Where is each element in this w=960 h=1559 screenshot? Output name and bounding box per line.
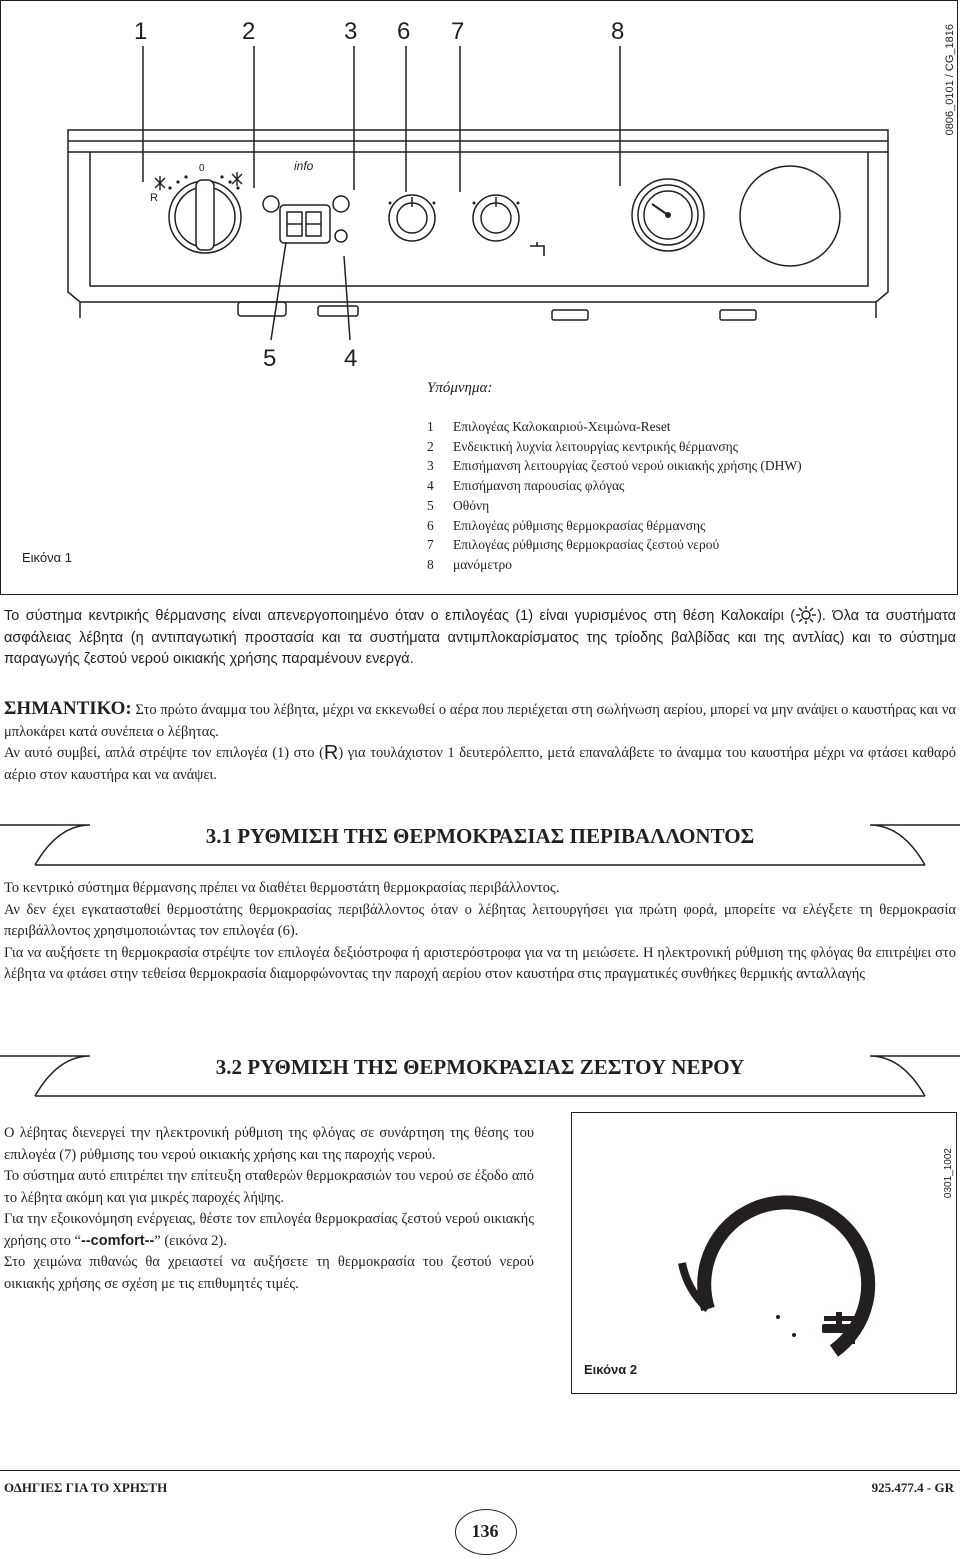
section-3-2-title: 3.2 ΡΥΘΜΙΣΗ ΤΗΣ ΘΕΡΜΟΚΡΑΣΙΑΣ ΖΕΣΤΟΥ ΝΕΡΟΥ: [215, 1055, 745, 1079]
legend-item: 2 Ενδεικτική λυχνία λειτουργίας κεντρικής θέρμανσης: [427, 438, 739, 454]
boiler-control-panel-drawing: [0, 0, 958, 380]
callout-7: 7: [451, 18, 465, 45]
legend-item: 1 Επιλογέας Καλοκαιριού-Χειμώνα-Reset: [427, 419, 671, 434]
panel-label-r: R: [150, 192, 158, 204]
comfort-setting-label: --comfort--: [80, 1232, 155, 1249]
legend-item: 5 Οθόνη: [427, 497, 490, 513]
callout-6: 6: [397, 18, 411, 45]
summer-mode-paragraph: Το σύστημα κεντρικής θέρμανσης είναι απενεργοποιημένο όταν ο επιλογέας (1) είναι γυρισμένος στη θέση Καλοκαίρι ( ). Όλα τα συστήματα ασφάλειας λέβητα (η αντιπαγωτική προστασία και τα συστήματα αντιμπλοκαρίσματος της τρίοδης βαλβίδας και της αντλίας) και το σύστημα παραγωγής ζεστού νερού οικιακής χρήσης παραμένουν ενεργά.: [4, 608, 956, 667]
footer-doc-code: 925.477.4 - GR: [871, 1480, 954, 1495]
figure-1-label: Εικόνα 1: [22, 550, 72, 565]
legend-list: [427, 417, 927, 575]
callout-2: 2: [242, 18, 256, 45]
figure-2-label: Εικόνα 2: [584, 1362, 638, 1377]
section-3-2-body: Ο λέβητας διενεργεί την ηλεκτρονική ρύθμιση της φλόγας σε συνάρτηση της θέσης του επιλογέα (7) ρύθμισης του νερού οικιακής χρήσης και της παροχής νερού. Το σύστημα αυτό επιτρέπει την επίτευξη σταθερών θερμοκρασιών του νερού σε έξοδο από το λέβητα ακόμη και για μικρές παροχές λήψης. Για την εξοικονόμηση ενέργειας, θέστε τον επιλογέα θερμοκρασίας ζεστού νερού οικιακής χρήσης στο “--comfort--” (εικόνα 2). Στο χειμώνα πιθανώς θα χρειαστεί να αυξήσετε τη θερμοκρασία του ζεστού νερού οικιακής χρήσης σε σχέση με τις επιθυμητές τιμές.: [4, 1125, 534, 1292]
important-note: ΣΗΜΑΝΤΙΚΟ: Στο πρώτο άναμμα του λέβητα, μέχρι να εκκενωθεί ο αέρα που περιέχεται στη σωλήνωση αερίου, μπορεί να μην ανάψει ο καυστήρας και να μπλοκάρει κατά συνέπεια ο λέβητας. Αν αυτό συμβεί, απλά στρέψτε τον επιλογέα (1) στο (R) για τουλάχιστον 1 δευτερόλεπτο, μετά επαναλάβετε το άναμμα του καυστήρα μέχρι να φτάσει καθαρό αέριο στον καυστήρα και να ανάψει.: [4, 698, 956, 783]
important-label: ΣΗΜΑΝΤΙΚΟ:: [4, 698, 132, 719]
footer-rule: [0, 1470, 960, 1471]
section-3-1-body: Το κεντρικό σύστημα θέρμανσης πρέπει να διαθέτει θερμοστάτη θερμοκρασίας περιβάλλοντος. Αν δεν έχει εγκατασταθεί θερμοστάτης θερμοκρασίας περιβάλλοντος όταν ο λέβητας λειτουργήσει για πρώτη φορά, μπορείτε να ελέγξετε τη θερμοκρασία περιβάλλοντος χρησιμοποιώντας τον επιλογέα (6). Για να αυξήσετε τη θερμοκρασία στρέψτε τον επιλογέα δεξιόστροφα ή αριστερόστροφα για να τη μειώσετε. Η ηλεκτρονική ρύθμιση της φλόγας θα επιτρέψει στο λέβητα να φτάσει στην τεθείσα θερμοκρασία διαμορφώνοντας την παροχή αερίου στον καυστήρα στις πραγματικές συνθήκες θερμικής ανταλλαγής: [4, 880, 956, 982]
section-3-1-title: 3.1 ΡΥΘΜΙΣΗ ΤΗΣ ΘΕΡΜΟΚΡΑΣΙΑΣ ΠΕΡΙΒΑΛΛΟΝΤΟΣ: [205, 824, 755, 848]
legend-item: 8 μανόμετρο: [427, 556, 512, 572]
dhw-knob-drawing: [572, 1113, 956, 1393]
sun-icon: [795, 606, 817, 624]
legend-title: Υπόμνημα:: [427, 380, 493, 396]
footer-doc-title: ΟΔΗΓΙΕΣ ΓΙΑ ΤΟ ΧΡΗΣΤΗ: [4, 1480, 168, 1495]
panel-label-info: info: [294, 159, 314, 173]
panel-label-zero: 0: [199, 163, 205, 174]
figure-2-code: 0301_1002: [943, 1148, 954, 1199]
tap-icon: [818, 1312, 862, 1352]
callout-4: 4: [344, 345, 358, 372]
reset-r-symbol: R: [323, 742, 339, 764]
figure-1-code: 0806_0101 / CG_1816: [944, 24, 956, 136]
page-number: 136: [471, 1521, 499, 1541]
legend-item: 3 Επισήμανση λειτουργίας ζεστού νερού οικιακής χρήσης (DHW): [427, 458, 802, 474]
legend-item: 7 Επιλογέας ρύθμισης θερμοκρασίας ζεστού νερού: [427, 537, 720, 553]
callout-1: 1: [134, 18, 148, 45]
callout-3: 3: [344, 18, 358, 45]
callout-5: 5: [263, 345, 277, 372]
legend-item: 6 Επιλογέας ρύθμισης θερμοκρασίας θέρμανσης: [427, 517, 706, 533]
legend-item: 4 Επισήμανση παρουσίας φλόγας: [427, 478, 625, 494]
callout-8: 8: [611, 18, 625, 45]
